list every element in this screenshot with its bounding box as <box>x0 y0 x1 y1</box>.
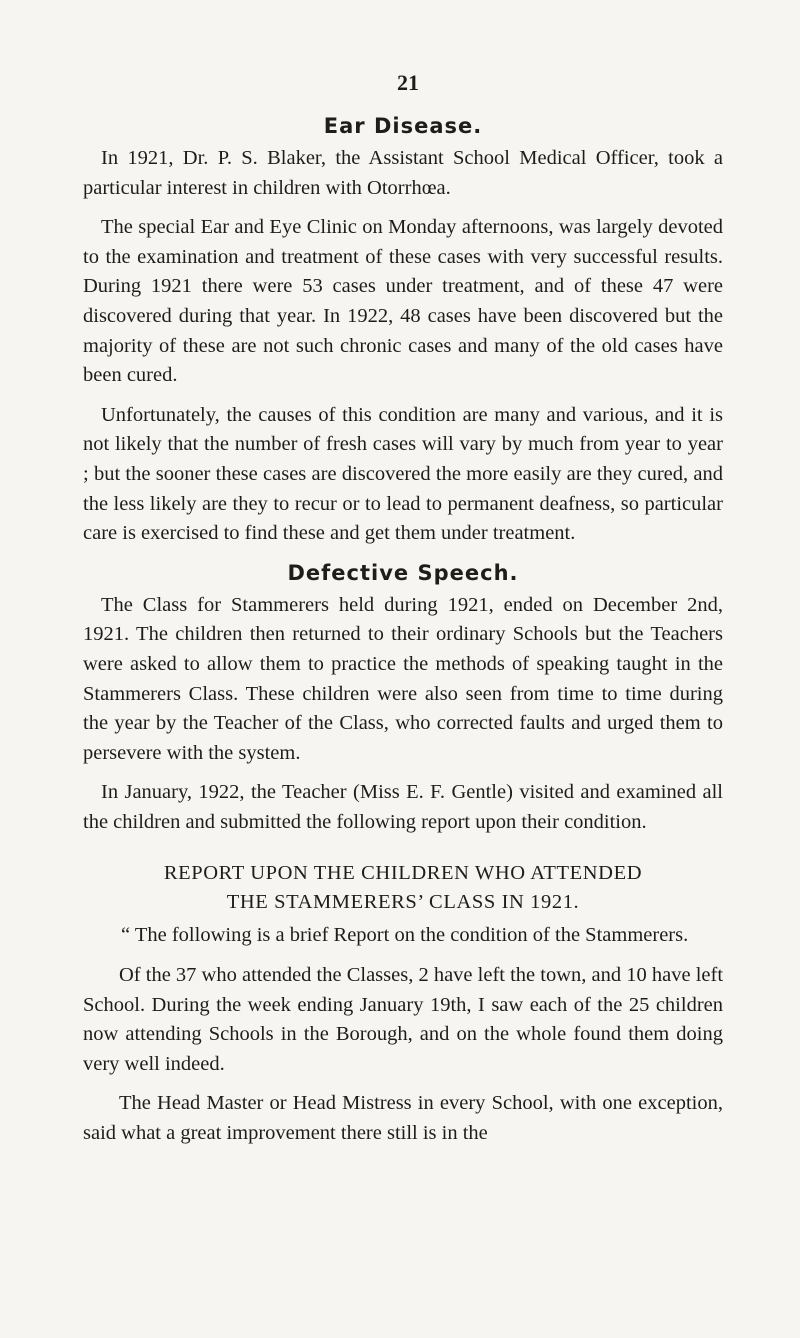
defective-speech-heading: Defective Speech. <box>287 560 519 585</box>
report-paragraph-2: Of the 37 who attended the Classes, 2 have left the town, and 10 have left School. During the week ending January 19th, I saw each of the 25 children now attending Schools in the Borough, and on the whole found them doing very well indeed. <box>83 964 724 1075</box>
report-paragraph-3: The Head Master or Head Mistress in every School, with one exception, said what a great improvement there still is in the <box>83 1092 723 1145</box>
report-heading-line-1: REPORT UPON THE CHILDREN WHO ATTENDED <box>163 862 643 885</box>
report-heading <box>83 859 723 917</box>
report-paragraph-1: “ The following is a brief Report on the condition of the Stammerers. <box>121 924 689 947</box>
ear-disease-heading: Ear Disease. <box>323 114 483 138</box>
report-heading-line-2: THE STAMMERERS’ CLASS IN 1921. <box>226 891 580 914</box>
ear-disease-paragraph-3: Unfortunately, the causes of this condition are many and various, and it is not likely that the number of fresh cases will vary by much from year to year ; but the sooner these cases are discovered the more easily are they cured, and the less likely are they to recur or to lead to permanent deafness, so particular care is exercised to find these and get them under treatment. <box>83 403 723 545</box>
document-page <box>83 70 723 1159</box>
defective-speech-paragraph-2: In January, 1922, the Teacher (Miss E. F. Gentle) visited and examined all the children and submitted the following report upon their condition. <box>83 781 723 833</box>
page-number: 21 <box>397 70 419 95</box>
report-quote <box>83 921 723 1148</box>
ear-disease-paragraph-2: The special Ear and Eye Clinic on Monday afternoons, was largely devoted to the examination and treatment of these cases with very successful results. During 1921 there were 53 cases under treatment, and of these 47 were discovered during that year. In 1922, 48 cases have been discovered but the majority of these are not such chronic cases and many of the old cases have been cured. <box>83 216 723 387</box>
ear-disease-paragraph-1: In 1921, Dr. P. S. Blaker, the Assistant School Medical Officer, took a particular interest in children with Otorrhœa. <box>83 147 723 199</box>
defective-speech-paragraph-1: The Class for Stammerers held during 1921, ended on December 2nd, 1921. The children then returned to their ordinary Schools but the Teachers were asked to allow them to practice the methods of speaking taught in the Stammerers Class. These children were also seen from time to time during the year by the Teacher of the Class, who corrected faults and urged them to persevere with the system. <box>83 593 723 764</box>
